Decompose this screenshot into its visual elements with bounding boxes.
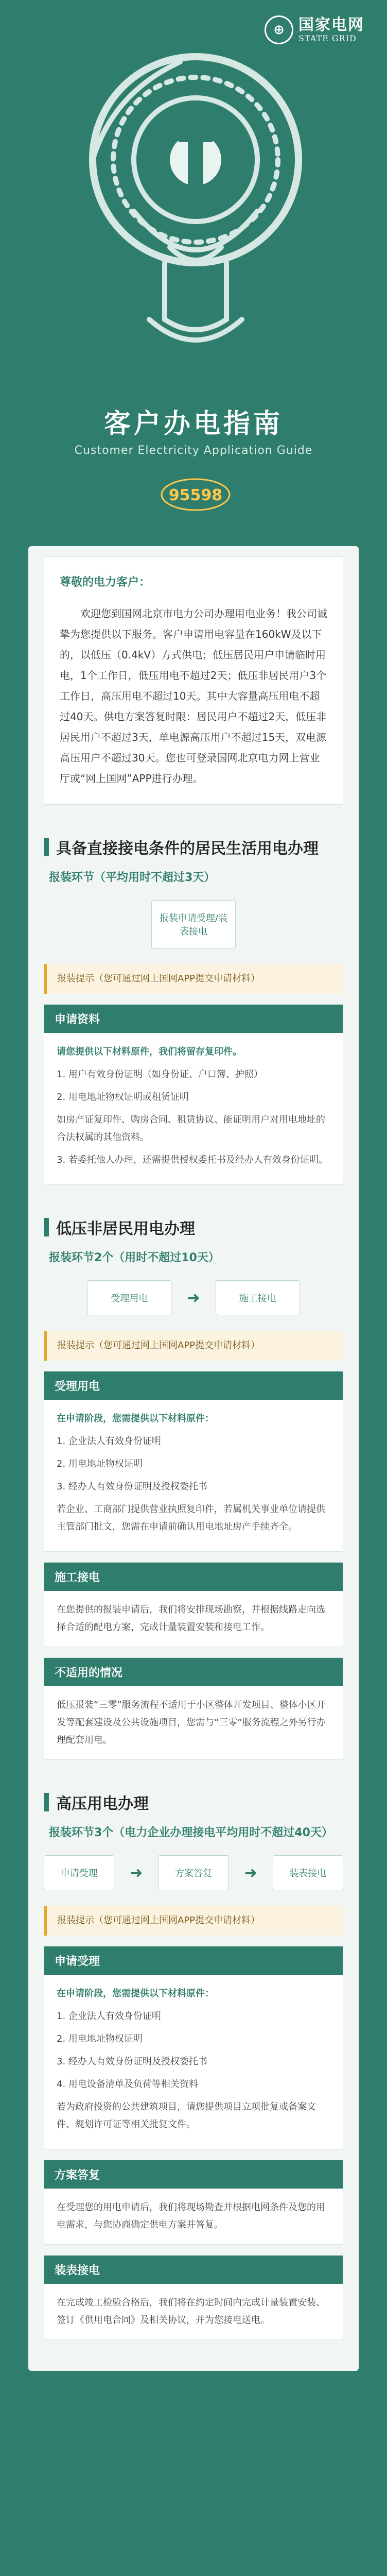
- state-grid-emblem-icon: ⊕: [265, 15, 293, 44]
- arrow-right-icon: ➜: [130, 1863, 143, 1882]
- box-title: 不适用的情况: [44, 1658, 343, 1686]
- box-title: 申请资料: [44, 1005, 343, 1033]
- box-body: 低压报装“三零”服务流程不适用于小区整体开发项目、整体小区开发等配套建设及公共设施项目，您需与“三零”服务流程之外另行办理配套用电。: [57, 1700, 326, 1745]
- materials-box: [44, 1004, 343, 1185]
- section-marker: [44, 838, 49, 856]
- box-line: 如房产证复印件、购房合同、租赁协议、能证明用户对用电地址的合法权属的其他资料。: [57, 1114, 325, 1143]
- box-title: 装表接电: [44, 2256, 343, 2284]
- flow-step: 装表接电: [273, 1855, 343, 1890]
- arrow-right-icon: ➜: [244, 1863, 257, 1882]
- box-body: 在完成竣工检验合格后，我们将在约定时间内完成计量装置安装、签订《供用电合同》及相关协议，并为您接电送电。: [57, 2297, 325, 2326]
- box-line: 1. 用户有效身份证明（如身份证、户口簿、护照）: [57, 1069, 263, 1080]
- section-marker: [44, 1218, 49, 1236]
- box-body: 在您提供的报装申请后，我们将安排现场勘察，并根据线路走向选择合适的配电方案，完成计量装置安装和接电工作。: [57, 1604, 325, 1633]
- section-marker: [44, 1793, 49, 1811]
- application-hint: 报装提示（您可通过网上国网APP提交申请材料）: [44, 1331, 343, 1361]
- box-line: 3. 若委托他人办理，还需提供授权委托书及经办人有效身份证明。: [57, 1155, 328, 1165]
- hv-accept-box: [44, 1946, 343, 2149]
- meter-install-box: [44, 2255, 343, 2340]
- section-residential: [28, 836, 359, 1185]
- plan-reply-box: [44, 2160, 343, 2245]
- box-line: 3. 经办人有效身份证明及授权委托书: [57, 1481, 207, 1492]
- section-heading: 具备直接接电条件的居民生活用电办理: [56, 840, 319, 858]
- box-line: 1. 企业法人有效身份证明: [57, 2011, 161, 2022]
- box-line: 2. 用电地址物权证明: [57, 2033, 143, 2044]
- box-line: 3. 经办人有效身份证明及授权委托书: [57, 2056, 207, 2067]
- box-line: 在申请阶段，您需提供以下材料原件：: [57, 1988, 214, 1999]
- section-low-voltage: [28, 1216, 359, 1760]
- brand-name-en: STATE GRID: [298, 33, 357, 43]
- box-line: 1. 企业法人有效身份证明: [57, 1436, 161, 1447]
- flow-step: 施工接电: [216, 1280, 300, 1315]
- hotline-badge: [160, 477, 232, 513]
- box-line: 2. 用电地址物权证明或租赁证明: [57, 1092, 189, 1103]
- arrow-right-icon: ➜: [187, 1289, 200, 1307]
- brand-name-cn: 国家电网: [298, 15, 364, 34]
- box-line: 若企业、工商部门提供营业执照复印件，若属机关事业单位请提供主管部门批文，您需在申请前确认用电地址房产手续齐全。: [57, 1504, 325, 1532]
- lightbulb-illustration-icon: [62, 31, 329, 381]
- process-flow: [44, 1280, 343, 1315]
- section-heading: 低压非居民用电办理: [56, 1220, 195, 1238]
- box-line: 在申请阶段，您需提供以下材料原件：: [57, 1413, 214, 1424]
- construction-box: [44, 1562, 343, 1647]
- flow-step: 受理用电: [87, 1280, 171, 1315]
- box-line: 2. 用电地址物权证明: [57, 1459, 143, 1469]
- section-title: [44, 1216, 343, 1239]
- box-body: [44, 1033, 343, 1184]
- intro-text: 欢迎您到国网北京市电力公司办理用电业务！我公司诚挚为您提供以下服务。客户申请用电容量在160kW及以下的，以低压（0.4kV）方式供电；低压居民用户申请临时用电，1个工作日，低压用电不超过2天；低压非居民用户3个工作日，高压用电不超过10天。其中大容量高压用电不超过40天。供电方案答复时限：居民用户不超过2天，低压非居民用户不超过3天，单电源高压用户不超过15天，双电源高压用户不超过30天。您也可登录国网北京电力网上营业厅或“网上国网”APP进行办理。: [60, 607, 327, 785]
- section-high-voltage: [28, 1791, 359, 2340]
- step-label: 报装环节（平均用时不超过3天）: [49, 871, 216, 884]
- box-title: 申请受理: [44, 1946, 343, 1975]
- application-hint: 报装提示（您可通过网上国网APP提交申请材料）: [44, 964, 343, 994]
- box-body: [44, 1975, 343, 2149]
- step-label: 报装环节2个（用时不超过10天）: [49, 1251, 220, 1264]
- flow-step: 报装申请受理/装表接电: [151, 900, 236, 948]
- section-title: [44, 1791, 343, 1814]
- box-line: 4. 用电设备清单及负荷等相关资料: [57, 2079, 198, 2090]
- flow-step: 方案答复: [158, 1855, 228, 1890]
- flow-step: 申请受理: [44, 1855, 114, 1890]
- process-flow: [44, 900, 343, 948]
- section-heading: 高压用电办理: [56, 1795, 149, 1813]
- intro-greeting: 尊敬的电力客户：: [60, 576, 151, 589]
- process-flow: [44, 1855, 343, 1890]
- box-title: 施工接电: [44, 1563, 343, 1591]
- box-line: 请您提供以下材料原件，我们将留存复印件。: [57, 1046, 242, 1057]
- accept-box: [44, 1371, 343, 1552]
- box-title: 受理用电: [44, 1371, 343, 1400]
- box-title: 方案答复: [44, 2160, 343, 2189]
- section-title: [44, 836, 343, 858]
- hotline-number: 95598: [168, 486, 223, 504]
- box-body: [44, 1400, 343, 1551]
- content-card: [28, 546, 359, 2371]
- intro-panel: [44, 556, 343, 805]
- hero-banner: [0, 0, 387, 520]
- step-label: 报装环节3个（电力企业办理接电平均用时不超过40天）: [49, 1826, 333, 1839]
- application-hint: 报装提示（您可通过网上国网APP提交申请材料）: [44, 1906, 343, 1936]
- box-body: 在受理您的用电申请后，我们将现场勘查并根据电网条件及您的用电需求，与您协商确定供电方案并答复。: [57, 2202, 325, 2230]
- page-subtitle: Customer Electricity Application Guide: [74, 444, 313, 457]
- box-line: 若为政府投资的公共建筑项目，请您提供项目立项批复或备案文件、规划许可证等相关批复文件。: [57, 2102, 316, 2130]
- not-applicable-box: [44, 1657, 343, 1760]
- page-title: 客户办电指南: [103, 409, 283, 439]
